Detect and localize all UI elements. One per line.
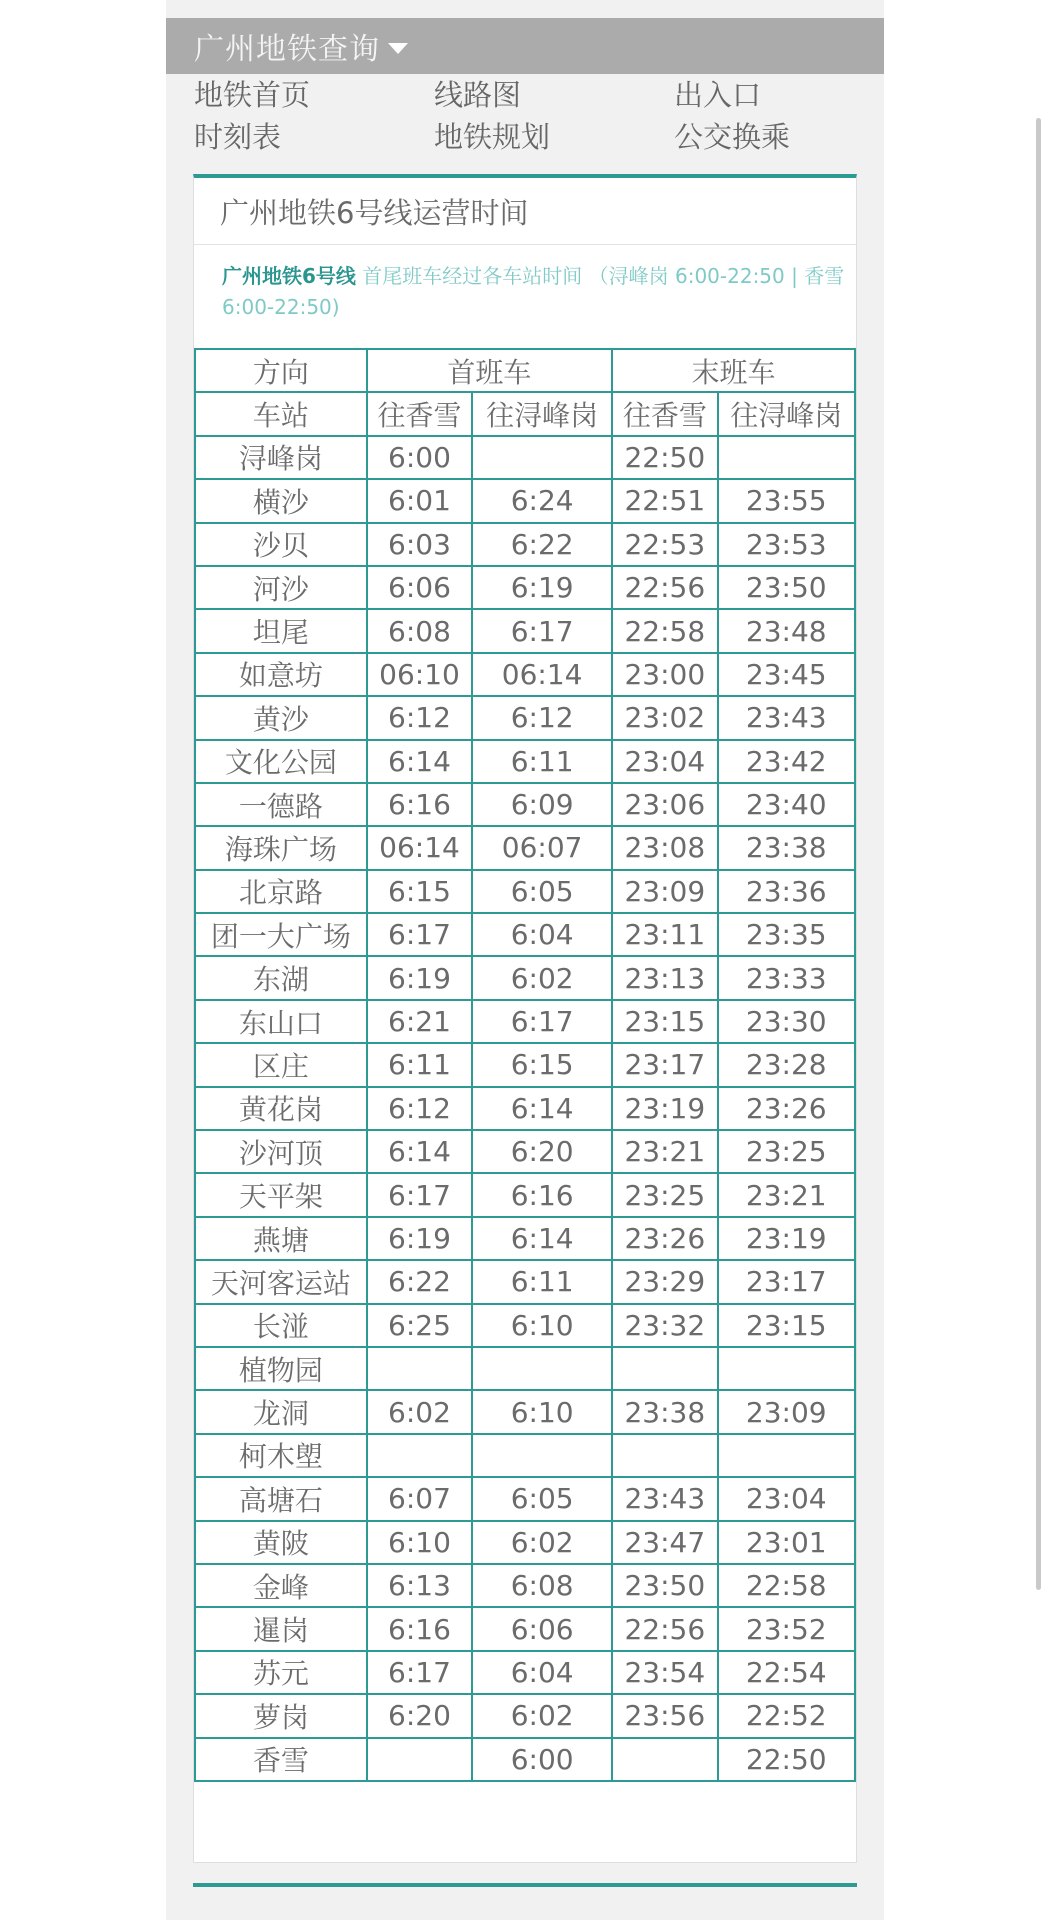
table-row [195,870,855,913]
last-to-xunfenggang-cell: 23:17 [718,1260,855,1303]
station-cell: 北京路 [195,870,367,913]
table-row [195,1304,855,1347]
table-row [195,1477,855,1520]
last-to-xiangxue-cell: 23:17 [612,1043,717,1086]
nav-link-timetable[interactable]: 时刻表 [194,120,282,154]
first-to-xiangxue-cell [367,1434,472,1477]
subtitle-line-name: 广州地铁6号线 [222,264,356,288]
first-to-xunfenggang-cell [472,1434,612,1477]
last-to-xunfenggang-cell: 23:42 [718,740,855,783]
last-to-xunfenggang-cell [718,1434,855,1477]
first-to-xunfenggang-cell: 6:20 [472,1130,612,1173]
timetable [194,348,856,1782]
first-to-xiangxue-cell: 6:17 [367,913,472,956]
first-to-xunfenggang-cell [472,436,612,479]
station-cell: 海珠广场 [195,826,367,869]
first-to-xunfenggang-cell: 6:08 [472,1564,612,1607]
station-cell: 长湴 [195,1304,367,1347]
nav-link-exits[interactable]: 出入口 [674,78,762,112]
table-row [195,826,855,869]
last-to-xunfenggang-cell: 23:53 [718,523,855,566]
last-to-xiangxue-cell: 22:50 [612,436,717,479]
first-to-xunfenggang-cell: 6:02 [472,1694,612,1737]
first-to-xiangxue-cell: 6:22 [367,1260,472,1303]
table-row [195,1043,855,1086]
last-to-xunfenggang-cell: 23:50 [718,566,855,609]
first-to-xiangxue-cell: 6:06 [367,566,472,609]
station-cell: 黄陂 [195,1521,367,1564]
last-to-xiangxue-cell: 23:32 [612,1304,717,1347]
last-to-xunfenggang-cell: 23:26 [718,1087,855,1130]
first-to-xunfenggang-cell: 6:16 [472,1173,612,1216]
table-row [195,1607,855,1650]
last-to-xiangxue-cell: 23:50 [612,1564,717,1607]
nav-link-planning[interactable]: 地铁规划 [434,120,551,154]
last-to-xunfenggang-cell: 23:45 [718,653,855,696]
station-cell: 龙洞 [195,1390,367,1433]
table-row [195,696,855,739]
last-to-xunfenggang-cell: 22:54 [718,1651,855,1694]
table-row [195,1564,855,1607]
last-to-xiangxue-cell: 23:02 [612,696,717,739]
table-row [195,1173,855,1216]
last-to-xunfenggang-cell [718,436,855,479]
first-to-xiangxue-cell: 6:17 [367,1651,472,1694]
first-to-xunfenggang-cell: 6:04 [472,913,612,956]
last-to-xiangxue-cell: 23:11 [612,913,717,956]
last-to-xiangxue-cell: 22:53 [612,523,717,566]
table-row [195,1347,855,1390]
station-cell: 坦尾 [195,609,367,652]
first-to-xunfenggang-cell: 6:10 [472,1304,612,1347]
last-to-xiangxue-cell: 23:00 [612,653,717,696]
last-to-xiangxue-cell: 22:56 [612,1607,717,1650]
first-to-xiangxue-cell [367,1738,472,1781]
last-to-xiangxue-cell: 23:04 [612,740,717,783]
first-to-xiangxue-cell: 6:15 [367,870,472,913]
table-row [195,1217,855,1260]
table-row [195,609,855,652]
dropdown-title: 广州地铁查询 [194,32,380,67]
station-cell: 河沙 [195,566,367,609]
first-to-xunfenggang-cell: 6:17 [472,1000,612,1043]
first-to-xunfenggang-cell: 6:00 [472,1738,612,1781]
last-to-xiangxue-cell: 23:56 [612,1694,717,1737]
last-to-xiangxue-cell: 23:09 [612,870,717,913]
last-to-xiangxue-cell: 23:19 [612,1087,717,1130]
last-to-xunfenggang-cell: 23:55 [718,479,855,522]
table-row [195,1130,855,1173]
last-to-xunfenggang-cell: 23:01 [718,1521,855,1564]
last-to-xunfenggang-cell: 23:48 [718,609,855,652]
station-cell: 柯木塱 [195,1434,367,1477]
table-row [195,1087,855,1130]
station-cell: 苏元 [195,1651,367,1694]
header-row-station [195,392,855,435]
table-row [195,1651,855,1694]
last-to-xunfenggang-cell: 23:04 [718,1477,855,1520]
first-to-xiangxue-cell: 6:16 [367,1607,472,1650]
last-to-xunfenggang-cell [718,1347,855,1390]
table-row [195,740,855,783]
last-to-xiangxue-cell: 23:13 [612,956,717,999]
first-to-xunfenggang-cell: 6:14 [472,1217,612,1260]
last-to-xiangxue-cell: 22:56 [612,566,717,609]
last-to-xunfenggang-cell: 22:52 [718,1694,855,1737]
table-row [195,1000,855,1043]
station-cell: 植物园 [195,1347,367,1390]
first-to-xunfenggang-cell: 6:14 [472,1087,612,1130]
last-to-xiangxue-cell: 23:21 [612,1130,717,1173]
first-to-xunfenggang-cell: 6:15 [472,1043,612,1086]
first-to-xiangxue-cell: 6:03 [367,523,472,566]
first-to-xiangxue-cell [367,1347,472,1390]
last-to-xunfenggang-cell: 22:58 [718,1564,855,1607]
first-to-xunfenggang-cell: 6:11 [472,740,612,783]
header-last-to-xunfenggang: 往浔峰岗 [718,392,855,435]
last-to-xiangxue-cell: 23:26 [612,1217,717,1260]
first-to-xiangxue-cell: 6:00 [367,436,472,479]
station-cell: 萝岗 [195,1694,367,1737]
first-to-xiangxue-cell: 6:25 [367,1304,472,1347]
last-to-xunfenggang-cell: 23:15 [718,1304,855,1347]
station-cell: 沙河顶 [195,1130,367,1173]
first-to-xiangxue-cell: 6:11 [367,1043,472,1086]
last-to-xiangxue-cell: 23:43 [612,1477,717,1520]
station-cell: 高塘石 [195,1477,367,1520]
station-cell: 文化公园 [195,740,367,783]
last-to-xunfenggang-cell: 23:52 [718,1607,855,1650]
last-to-xiangxue-cell [612,1738,717,1781]
top-strip [166,0,884,18]
first-to-xiangxue-cell: 6:16 [367,783,472,826]
first-to-xiangxue-cell: 6:21 [367,1000,472,1043]
station-cell: 团一大广场 [195,913,367,956]
timetable-panel [193,174,857,1863]
last-to-xunfenggang-cell: 23:43 [718,696,855,739]
first-to-xiangxue-cell: 6:10 [367,1521,472,1564]
table-row [195,956,855,999]
last-to-xunfenggang-cell: 22:50 [718,1738,855,1781]
last-to-xunfenggang-cell: 23:36 [718,870,855,913]
station-cell: 暹岗 [195,1607,367,1650]
station-cell: 东湖 [195,956,367,999]
station-cell: 燕塘 [195,1217,367,1260]
panel-subtitle [194,245,856,331]
last-to-xiangxue-cell: 23:15 [612,1000,717,1043]
station-cell: 沙贝 [195,523,367,566]
last-to-xunfenggang-cell: 23:09 [718,1390,855,1433]
station-cell: 天平架 [195,1173,367,1216]
first-to-xiangxue-cell: 6:01 [367,479,472,522]
first-to-xiangxue-cell: 6:07 [367,1477,472,1520]
first-to-xiangxue-cell: 06:14 [367,826,472,869]
last-to-xunfenggang-cell: 23:28 [718,1043,855,1086]
panel-title: 广州地铁6号线运营时间 [194,178,856,245]
first-to-xunfenggang-cell: 06:07 [472,826,612,869]
station-cell: 区庄 [195,1043,367,1086]
last-to-xiangxue-cell: 23:47 [612,1521,717,1564]
last-to-xiangxue-cell: 23:06 [612,783,717,826]
station-cell: 黄花岗 [195,1087,367,1130]
first-to-xiangxue-cell: 6:13 [367,1564,472,1607]
station-cell: 东山口 [195,1000,367,1043]
first-to-xiangxue-cell: 6:20 [367,1694,472,1737]
first-to-xiangxue-cell: 6:14 [367,1130,472,1173]
first-to-xunfenggang-cell: 6:02 [472,1521,612,1564]
first-to-xunfenggang-cell: 6:17 [472,609,612,652]
first-to-xunfenggang-cell: 6:24 [472,479,612,522]
first-to-xiangxue-cell: 6:14 [367,740,472,783]
first-to-xunfenggang-cell: 6:22 [472,523,612,566]
first-to-xiangxue-cell: 6:19 [367,956,472,999]
first-to-xunfenggang-cell [472,1347,612,1390]
page-scrollbar[interactable] [1036,118,1041,1590]
table-row [195,1521,855,1564]
station-cell: 如意坊 [195,653,367,696]
table-row [195,1390,855,1433]
query-dropdown[interactable] [166,18,884,74]
station-cell: 香雪 [195,1738,367,1781]
header-last-to-xiangxue: 往香雪 [612,392,717,435]
timetable-body [195,436,855,1781]
last-to-xiangxue-cell: 22:58 [612,609,717,652]
last-to-xiangxue-cell: 23:08 [612,826,717,869]
nav-link-metro-home[interactable]: 地铁首页 [194,78,311,112]
first-to-xunfenggang-cell: 6:10 [472,1390,612,1433]
nav-link-line-map[interactable]: 线路图 [434,78,522,112]
table-row [195,1260,855,1303]
first-to-xunfenggang-cell: 6:05 [472,870,612,913]
first-to-xunfenggang-cell: 6:11 [472,1260,612,1303]
bottom-divider [193,1883,857,1887]
last-to-xunfenggang-cell: 23:33 [718,956,855,999]
header-first-to-xiangxue: 往香雪 [367,392,472,435]
caret-down-icon [388,43,408,54]
station-cell: 金峰 [195,1564,367,1607]
nav-menu [194,74,884,158]
first-to-xunfenggang-cell: 6:19 [472,566,612,609]
table-row [195,1738,855,1781]
last-to-xunfenggang-cell: 23:30 [718,1000,855,1043]
table-row [195,913,855,956]
first-to-xunfenggang-cell: 06:14 [472,653,612,696]
last-to-xunfenggang-cell: 23:35 [718,913,855,956]
station-cell: 浔峰岗 [195,436,367,479]
station-cell: 天河客运站 [195,1260,367,1303]
first-to-xiangxue-cell: 6:19 [367,1217,472,1260]
table-row [195,1434,855,1477]
table-row [195,1694,855,1737]
last-to-xiangxue-cell [612,1434,717,1477]
header-first-train: 首班车 [367,349,612,392]
last-to-xiangxue-cell: 23:54 [612,1651,717,1694]
last-to-xunfenggang-cell: 23:25 [718,1130,855,1173]
header-direction: 方向 [195,349,367,392]
header-first-to-xunfenggang: 往浔峰岗 [472,392,612,435]
table-row [195,479,855,522]
last-to-xiangxue-cell: 23:38 [612,1390,717,1433]
last-to-xiangxue-cell [612,1347,717,1390]
subtitle-text: 首尾班车经过各车站时间 （浔峰岗 6:00-22:50 | 香雪 6:00-22:50) [222,264,845,319]
first-to-xiangxue-cell: 06:10 [367,653,472,696]
header-last-train: 末班车 [612,349,855,392]
page-frame [166,0,884,1920]
last-to-xiangxue-cell: 23:29 [612,1260,717,1303]
first-to-xunfenggang-cell: 6:05 [472,1477,612,1520]
last-to-xunfenggang-cell: 23:21 [718,1173,855,1216]
first-to-xiangxue-cell: 6:17 [367,1173,472,1216]
last-to-xunfenggang-cell: 23:19 [718,1217,855,1260]
table-row [195,566,855,609]
table-row [195,783,855,826]
first-to-xunfenggang-cell: 6:09 [472,783,612,826]
first-to-xunfenggang-cell: 6:04 [472,1651,612,1694]
last-to-xunfenggang-cell: 23:38 [718,826,855,869]
first-to-xiangxue-cell: 6:12 [367,1087,472,1130]
table-row [195,523,855,566]
nav-link-bus-transfer[interactable]: 公交换乘 [674,120,791,154]
first-to-xunfenggang-cell: 6:06 [472,1607,612,1650]
station-cell: 黄沙 [195,696,367,739]
last-to-xiangxue-cell: 22:51 [612,479,717,522]
station-cell: 一德路 [195,783,367,826]
last-to-xiangxue-cell: 23:25 [612,1173,717,1216]
first-to-xiangxue-cell: 6:02 [367,1390,472,1433]
table-row [195,436,855,479]
table-row [195,653,855,696]
station-cell: 横沙 [195,479,367,522]
first-to-xunfenggang-cell: 6:02 [472,956,612,999]
last-to-xunfenggang-cell: 23:40 [718,783,855,826]
first-to-xiangxue-cell: 6:12 [367,696,472,739]
header-row-direction [195,349,855,392]
header-station: 车站 [195,392,367,435]
first-to-xiangxue-cell: 6:08 [367,609,472,652]
first-to-xunfenggang-cell: 6:12 [472,696,612,739]
